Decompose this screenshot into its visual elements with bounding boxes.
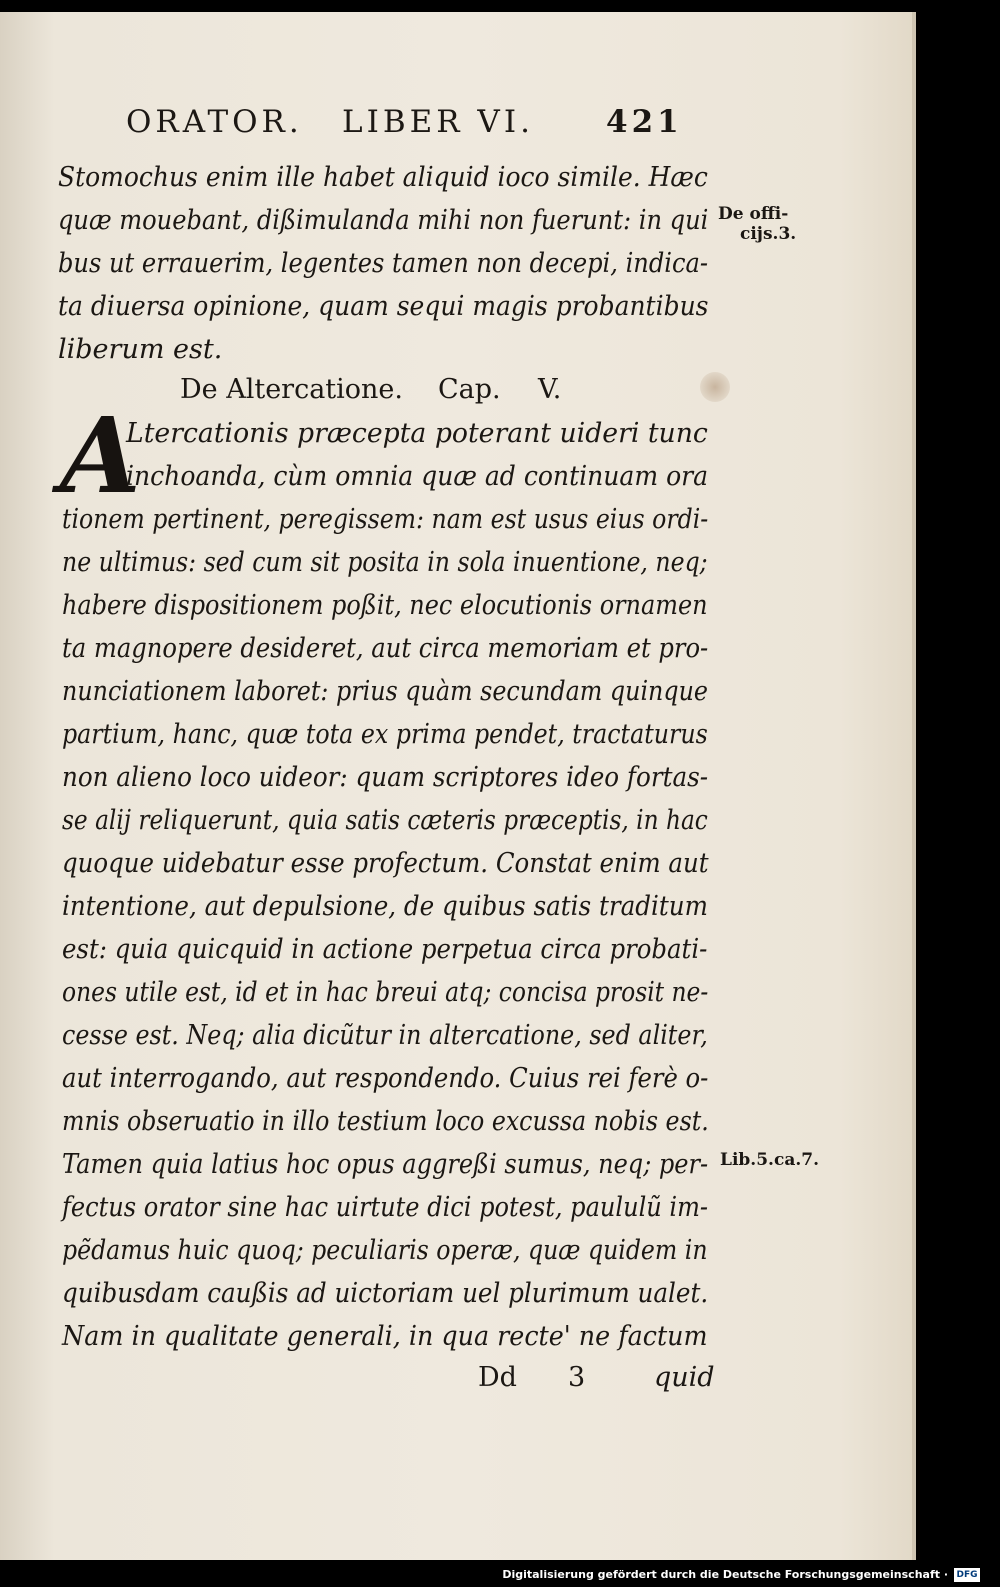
body-line: pẽdamus huic quoq; peculiaris operæ, quæ quidem in [62, 1235, 708, 1266]
body-line: nunciationem laboret: prius quàm secundam quinque [62, 676, 709, 707]
book-page [0, 12, 916, 1560]
body-line: se alij reliquerunt, quia satis cæteris præceptis, in hac [62, 805, 708, 836]
body-line: est: quia quicquid in actione perpetua circa probati- [62, 934, 708, 965]
body-line: ne ultimus: sed cum sit posita in sola inuentione, neq; [62, 547, 708, 578]
margin-note-line: Lib.5.ca.7. [720, 1150, 819, 1170]
drop-cap: A [60, 394, 141, 517]
intro-line: ta diuersa opinione, quam sequi magis probantibus [58, 291, 709, 322]
body-line: mnis obseruatio in illo testium loco excussa nobis est. [62, 1106, 709, 1137]
running-title: ORATOR. [126, 104, 303, 140]
chapter-title: De Altercatione. [180, 374, 403, 405]
text-block [0, 12, 916, 1560]
body-line: tionem pertinent, peregissem: nam est usus eius ordi- [62, 504, 709, 535]
body-line: ta magnopere desideret, aut circa memoriam et pro- [62, 633, 709, 664]
body-line: fectus orator sine hac uirtute dici potest, paululũ im- [62, 1192, 709, 1223]
signature-number: 3 [568, 1362, 586, 1393]
body-line: ones utile est, id et in hac breui atq; concisa prosit ne- [62, 977, 709, 1008]
margin-note-reference [718, 204, 796, 244]
signature-mark: Dd [478, 1362, 517, 1393]
body-line: intentione, aut depulsione, de quibus satis traditum [62, 891, 708, 922]
body-line: non alieno loco uideor: quam scriptores ideo fortas- [62, 762, 709, 793]
page-number: 421 [606, 104, 683, 140]
intro-line: bus ut errauerim, legentes tamen non decepi, indica- [58, 248, 709, 279]
margin-note-line: cijs.3. [740, 224, 797, 244]
body-line: quoque uidebatur esse profectum. Constat enim aut [62, 848, 709, 879]
body-line: Tamen quia latius hoc opus aggreßi sumus, neq; per- [62, 1149, 709, 1180]
chapter-number: V. [538, 374, 562, 405]
intro-line: liberum est. [58, 334, 223, 365]
digitization-credit: Digitalisierung gefördert durch die Deutsche Forschungsgemeinschaft · [502, 1568, 948, 1581]
body-line: habere dispositionem poßit, nec elocutionis ornamen [62, 590, 708, 621]
intro-line: Stomochus enim ille habet aliquid ioco simile. Hæc [58, 162, 708, 193]
body-line: cesse est. Neq; alia dicũtur in altercatione, sed aliter, [62, 1020, 708, 1051]
body-line: inchoanda, cùm omnia quæ ad continuam ora [126, 461, 709, 492]
dfg-logo-icon: DFG [954, 1568, 980, 1582]
margin-note-line: De offi- [718, 204, 789, 224]
body-line: partium, hanc, quæ tota ex prima pendet, tractaturus [62, 719, 708, 750]
body-line: Nam in qualitate generali, in qua recte' ne factum [62, 1321, 708, 1352]
chapter-label: Cap. [438, 374, 501, 405]
margin-note-reference [720, 1150, 819, 1170]
book-number: LIBER VI. [342, 104, 534, 140]
body-line: quibusdam caußis ad uictoriam uel plurimum ualet. [62, 1278, 709, 1309]
body-line: Ltercationis præcepta poterant uideri tunc [126, 418, 708, 449]
body-line: aut interrogando, aut respondendo. Cuius rei ferè o- [62, 1063, 709, 1094]
catchword: quid [654, 1362, 715, 1393]
intro-line: quæ mouebant, dißimulanda mihi non fuerunt: in qui [58, 205, 709, 236]
